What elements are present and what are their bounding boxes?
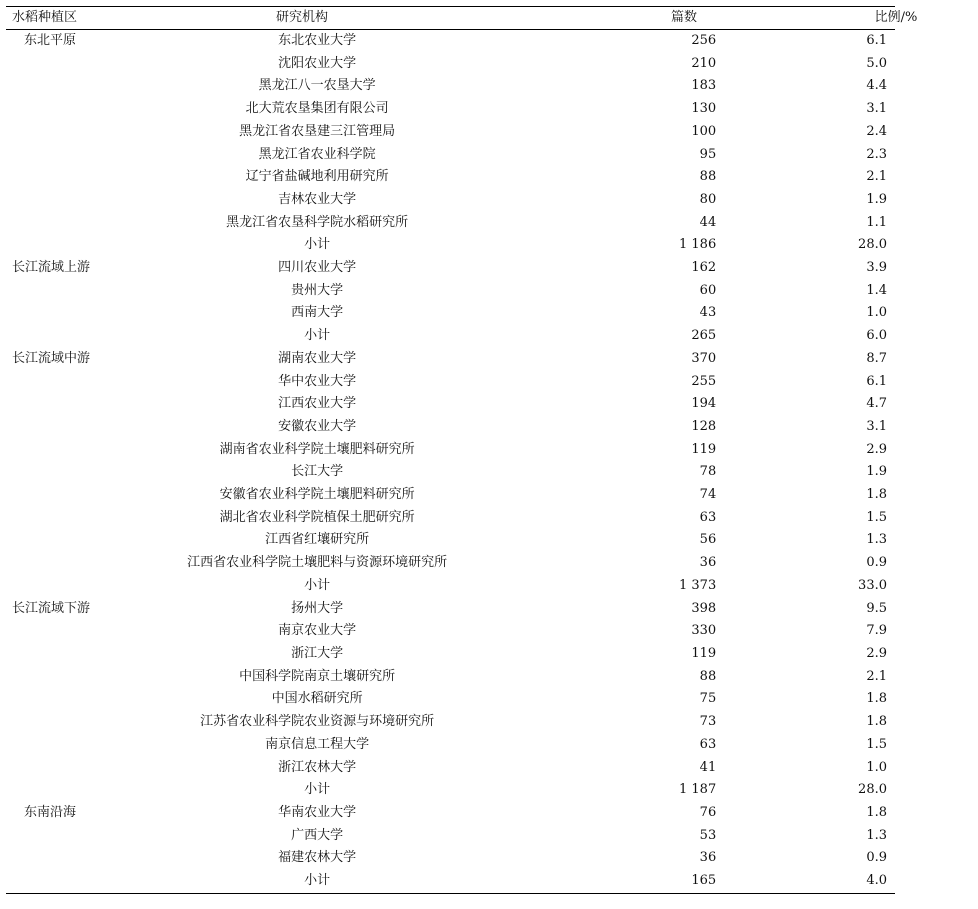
- table-row: [6, 529, 895, 552]
- percent-cell: 33.0: [858, 577, 887, 593]
- institution-cell: 沈阳农业大学: [278, 55, 357, 71]
- header-percent: 比例/%: [874, 10, 918, 25]
- percent-cell: 1.8: [866, 714, 887, 730]
- table-row: [6, 484, 895, 507]
- region-cell: [6, 643, 166, 666]
- percent-cell: 28.0: [858, 237, 887, 253]
- region-cell: [6, 75, 166, 98]
- subtotal-row: [6, 575, 895, 598]
- institution-cell: 湖南省农业科学院土壤肥料研究所: [219, 441, 415, 457]
- region-cell: [6, 121, 166, 144]
- institution-cell: 黑龙江省农垦科学院水稻研究所: [226, 214, 409, 230]
- region-cell: 长江流域中游: [12, 350, 91, 366]
- table-row: [6, 666, 895, 689]
- region-cell: [6, 825, 166, 848]
- count-cell: 63: [699, 736, 717, 752]
- count-cell: 56: [699, 532, 717, 548]
- region-cell: [6, 234, 166, 257]
- institution-cell: 东北农业大学: [278, 33, 357, 48]
- percent-cell: 1.8: [866, 804, 887, 820]
- institution-table: [6, 7, 978, 29]
- table-row: [6, 393, 895, 416]
- count-cell: 60: [699, 282, 717, 298]
- table-row: [6, 643, 895, 666]
- institution-cell: 黑龙江八一农垦大学: [258, 78, 376, 94]
- region-cell: [6, 439, 166, 462]
- count-cell: 53: [699, 827, 717, 843]
- institution-cell: 小计: [304, 782, 331, 798]
- table-row: [6, 189, 895, 212]
- institution-cell: 贵州大学: [291, 282, 344, 298]
- region-cell: [6, 847, 166, 870]
- count-cell: 44: [699, 214, 717, 230]
- percent-cell: 0.9: [866, 555, 887, 571]
- count-cell: 265: [691, 328, 717, 344]
- percent-cell: 1.1: [866, 214, 887, 230]
- institution-cell: 浙江农林大学: [278, 759, 357, 775]
- subtotal-row: [6, 325, 895, 348]
- count-cell: 162: [691, 260, 717, 276]
- percent-cell: 0.9: [866, 850, 887, 866]
- count-cell: 36: [699, 555, 717, 571]
- institution-cell: 扬州大学: [291, 600, 344, 616]
- institution-cell: 江西省农业科学院土壤肥料与资源环境研究所: [187, 555, 448, 571]
- subtotal-row: [6, 234, 895, 257]
- region-cell: [6, 212, 166, 235]
- institution-cell: 华中农业大学: [278, 373, 357, 389]
- region-cell: [6, 711, 166, 734]
- table-row: [6, 734, 895, 757]
- count-cell: 119: [691, 441, 717, 457]
- institution-cell: 北大荒农垦集团有限公司: [245, 101, 389, 117]
- institution-cell: 黑龙江省农垦建三江管理局: [239, 123, 396, 139]
- header-row: [6, 7, 978, 29]
- region-cell: [6, 575, 166, 598]
- count-cell: 43: [699, 305, 717, 321]
- region-cell: [6, 620, 166, 643]
- percent-cell: 1.0: [866, 305, 887, 321]
- table-row: [6, 348, 895, 371]
- table-row: [6, 825, 895, 848]
- table-row: [6, 598, 895, 621]
- region-cell: 东北平原: [24, 33, 77, 48]
- table-row: [6, 757, 895, 780]
- institution-cell: 小计: [304, 237, 331, 253]
- subtotal-row: [6, 870, 895, 893]
- region-cell: [6, 688, 166, 711]
- table-row: [6, 212, 895, 235]
- table-row: [6, 98, 895, 121]
- header-institution: 研究机构: [275, 10, 328, 25]
- region-cell: [6, 280, 166, 303]
- institution-cell: 湖南农业大学: [278, 350, 357, 366]
- region-cell: [6, 416, 166, 439]
- region-cell: [6, 98, 166, 121]
- subtotal-row: [6, 779, 895, 802]
- table-row: [6, 507, 895, 530]
- data-table-container: [6, 6, 918, 894]
- region-cell: [6, 371, 166, 394]
- percent-cell: 1.8: [866, 691, 887, 707]
- percent-cell: 8.7: [866, 350, 887, 366]
- region-cell: [6, 325, 166, 348]
- institution-cell: 安徽省农业科学院土壤肥料研究所: [219, 487, 415, 503]
- count-cell: 100: [691, 123, 717, 139]
- count-cell: 165: [691, 873, 717, 889]
- percent-cell: 1.0: [866, 759, 887, 775]
- table-row: [6, 280, 895, 303]
- count-cell: 1 186: [679, 237, 717, 253]
- count-cell: 76: [699, 804, 717, 820]
- count-cell: 194: [691, 396, 717, 412]
- institution-cell: 湖北省农业科学院植保土肥研究所: [219, 509, 415, 525]
- count-cell: 330: [691, 623, 717, 639]
- region-cell: [6, 552, 166, 575]
- institution-cell: 西南大学: [291, 305, 344, 321]
- table-row: [6, 371, 895, 394]
- institution-cell: 江西农业大学: [278, 396, 357, 412]
- table-row: [6, 620, 895, 643]
- institution-cell: 辽宁省盐碱地利用研究所: [245, 169, 389, 185]
- table-row: [6, 847, 895, 870]
- percent-cell: 5.0: [866, 55, 887, 71]
- institution-cell: 小计: [304, 873, 331, 889]
- bottom-rule: [6, 893, 895, 894]
- table-row: [6, 257, 895, 280]
- region-cell: [6, 302, 166, 325]
- percent-cell: 3.1: [866, 418, 887, 434]
- institution-cell: 长江大学: [291, 464, 344, 480]
- region-cell: [6, 666, 166, 689]
- institution-cell: 江苏省农业科学院农业资源与环境研究所: [200, 714, 435, 730]
- table-row: [6, 166, 895, 189]
- percent-cell: 2.9: [866, 441, 887, 457]
- region-cell: [6, 507, 166, 530]
- percent-cell: 1.4: [866, 282, 887, 298]
- percent-cell: 3.1: [866, 101, 887, 117]
- table-row: [6, 30, 895, 53]
- institution-cell: 黑龙江省农业科学院: [258, 146, 376, 162]
- table-row: [6, 302, 895, 325]
- region-cell: [6, 166, 166, 189]
- count-cell: 128: [691, 418, 717, 434]
- count-cell: 398: [691, 600, 717, 616]
- table-body: [6, 30, 895, 893]
- table-row: [6, 802, 895, 825]
- percent-cell: 1.3: [866, 532, 887, 548]
- region-cell: [6, 144, 166, 167]
- count-cell: 41: [699, 759, 717, 775]
- region-cell: 东南沿海: [24, 804, 77, 820]
- region-cell: [6, 734, 166, 757]
- institution-cell: 吉林农业大学: [278, 191, 357, 207]
- institution-cell: 华南农业大学: [278, 804, 357, 820]
- percent-cell: 4.7: [866, 396, 887, 412]
- count-cell: 119: [691, 645, 717, 661]
- institution-cell: 四川农业大学: [278, 260, 357, 276]
- institution-cell: 南京农业大学: [278, 623, 357, 639]
- percent-cell: 1.9: [866, 191, 887, 207]
- region-cell: 长江流域下游: [12, 600, 91, 616]
- percent-cell: 2.3: [866, 146, 887, 162]
- percent-cell: 2.4: [866, 123, 887, 139]
- institution-cell: 小计: [304, 328, 331, 344]
- table-row: [6, 121, 895, 144]
- region-cell: [6, 461, 166, 484]
- count-cell: 370: [691, 350, 717, 366]
- header-count: 篇数: [670, 10, 697, 25]
- percent-cell: 6.1: [866, 33, 887, 48]
- count-cell: 36: [699, 850, 717, 866]
- percent-cell: 2.1: [866, 169, 887, 185]
- percent-cell: 4.4: [866, 78, 887, 94]
- table-row: [6, 688, 895, 711]
- institution-cell: 安徽农业大学: [278, 418, 357, 434]
- percent-cell: 3.9: [866, 260, 887, 276]
- percent-cell: 1.5: [866, 736, 887, 752]
- table-row: [6, 144, 895, 167]
- institution-cell: 中国水稻研究所: [271, 691, 363, 707]
- count-cell: 74: [699, 487, 717, 503]
- count-cell: 95: [699, 146, 717, 162]
- institution-cell: 福建农林大学: [278, 850, 357, 866]
- percent-cell: 6.1: [866, 373, 887, 389]
- percent-cell: 9.5: [866, 600, 887, 616]
- table-row: [6, 552, 895, 575]
- count-cell: 210: [691, 55, 717, 71]
- count-cell: 183: [691, 78, 717, 94]
- header-region: 水稻种植区: [12, 10, 78, 25]
- table-row: [6, 416, 895, 439]
- percent-cell: 2.9: [866, 645, 887, 661]
- region-cell: [6, 779, 166, 802]
- count-cell: 256: [691, 33, 717, 48]
- count-cell: 75: [699, 691, 717, 707]
- region-cell: 长江流域上游: [12, 260, 91, 276]
- region-cell: [6, 53, 166, 76]
- count-cell: 130: [691, 101, 717, 117]
- table-row: [6, 439, 895, 462]
- count-cell: 255: [691, 373, 717, 389]
- count-cell: 1 187: [679, 782, 717, 798]
- percent-cell: 4.0: [866, 873, 887, 889]
- count-cell: 63: [699, 509, 717, 525]
- count-cell: 88: [699, 169, 717, 185]
- region-cell: [6, 870, 166, 893]
- institution-table-body: [6, 30, 895, 893]
- count-cell: 80: [699, 191, 717, 207]
- percent-cell: 6.0: [866, 328, 887, 344]
- table-row: [6, 53, 895, 76]
- percent-cell: 1.8: [866, 487, 887, 503]
- table-row: [6, 75, 895, 98]
- count-cell: 88: [699, 668, 717, 684]
- count-cell: 78: [699, 464, 717, 480]
- table-row: [6, 711, 895, 734]
- institution-cell: 中国科学院南京土壤研究所: [239, 668, 396, 684]
- region-cell: [6, 757, 166, 780]
- percent-cell: 1.5: [866, 509, 887, 525]
- count-cell: 1 373: [679, 577, 717, 593]
- percent-cell: 2.1: [866, 668, 887, 684]
- institution-cell: 江西省红壤研究所: [265, 532, 370, 548]
- region-cell: [6, 189, 166, 212]
- count-cell: 73: [699, 714, 717, 730]
- region-cell: [6, 529, 166, 552]
- institution-cell: 广西大学: [291, 827, 344, 843]
- institution-cell: 浙江大学: [291, 645, 344, 661]
- table-row: [6, 461, 895, 484]
- institution-cell: 南京信息工程大学: [265, 736, 370, 752]
- region-cell: [6, 393, 166, 416]
- percent-cell: 1.3: [866, 827, 887, 843]
- region-cell: [6, 484, 166, 507]
- percent-cell: 28.0: [858, 782, 887, 798]
- percent-cell: 7.9: [866, 623, 887, 639]
- institution-cell: 小计: [304, 577, 331, 593]
- percent-cell: 1.9: [866, 464, 887, 480]
